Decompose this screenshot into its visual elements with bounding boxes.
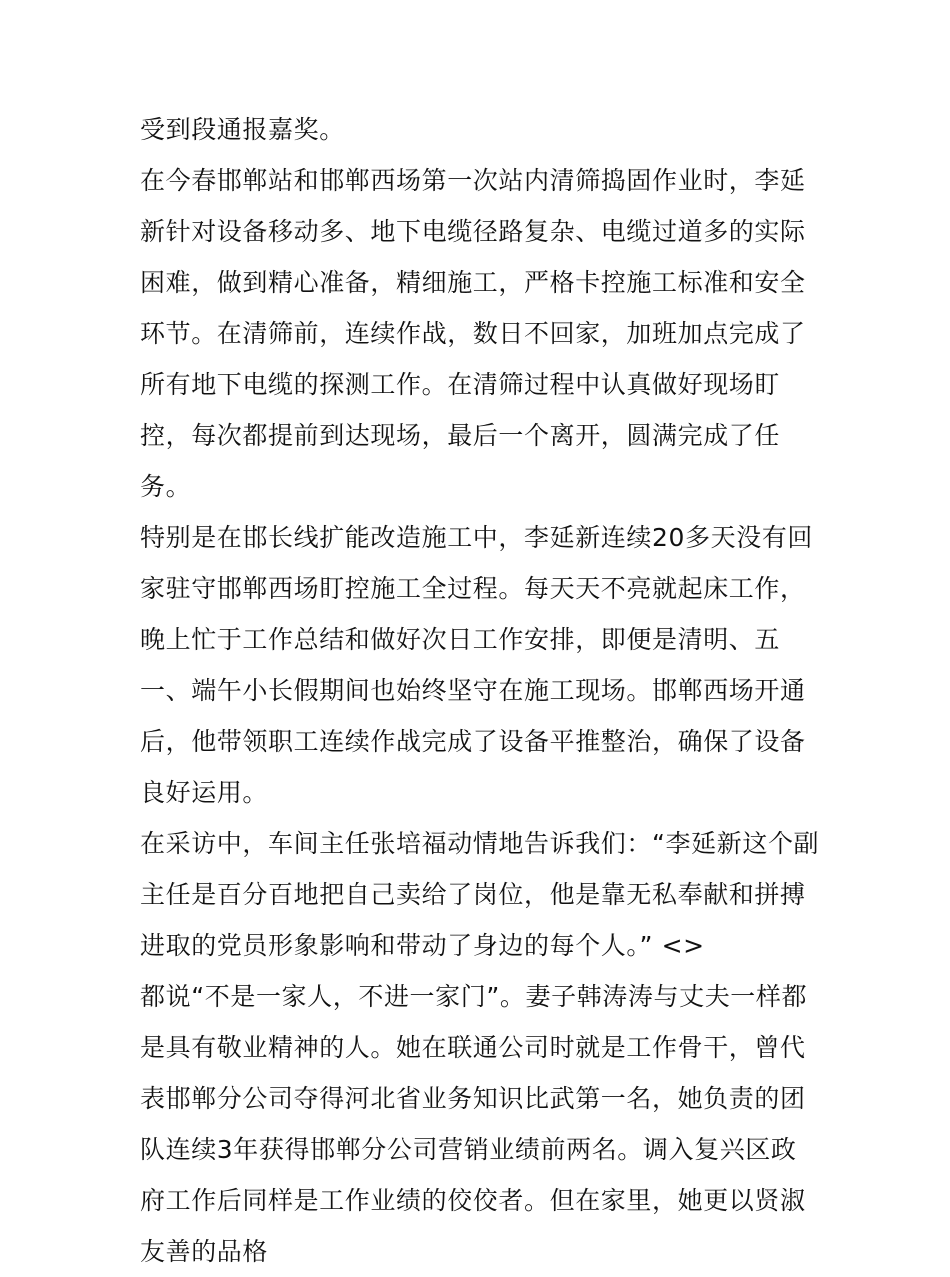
paragraph-3: 特别是在邯长线扩能改造施工中，李延新连续20多天没有回家驻守邯郸西场盯控施工全过程。每天天不亮就起床工作，晚上忙于工作总结和做好次日工作安排，即便是清明、五一、端午小长假期间也始终坚守在施工现场。邯郸西场开通后，他带领职工连续作战完成了设备平推整治，确保了设备良好运用。 bbox=[140, 523, 814, 807]
paragraph-4: 在采访中，车间主任张培福动情地告诉我们：“李延新这个副主任是百分百地把自己卖给了岗位，他是靠无私奉献和拼搏进取的党员形象影响和带动了身边的每个人。” <> bbox=[140, 829, 820, 960]
paragraph-1: 受到段通报嘉奖。 bbox=[140, 115, 345, 144]
document-body bbox=[140, 104, 820, 1277]
paragraph-2: 在今春邯郸站和邯郸西场第一次站内清筛捣固作业时，李延新针对设备移动多、地下电缆径路复杂、电缆过道多的实际困难，做到精心准备，精细施工，严格卡控施工标准和安全环节。在清筛前，连续作战，数日不回家，加班加点完成了所有地下电缆的探测工作。在清筛过程中认真做好现场盯控，每次都提前到达现场，最后一个离开，圆满完成了任务。 bbox=[140, 166, 806, 501]
paragraph-5: 都说“不是一家人，不进一家门”。妻子韩涛涛与丈夫一样都是具有敬业精神的人。她在联通公司时就是工作骨干，曾代表邯郸分公司夺得河北省业务知识比武第一名，她负责的团队连续3年获得邯郸分公司营销业绩前两名。调入复兴区政府工作后同样是工作业绩的佼佼者。但在家里，她更以贤淑友善的品格 bbox=[140, 982, 808, 1266]
